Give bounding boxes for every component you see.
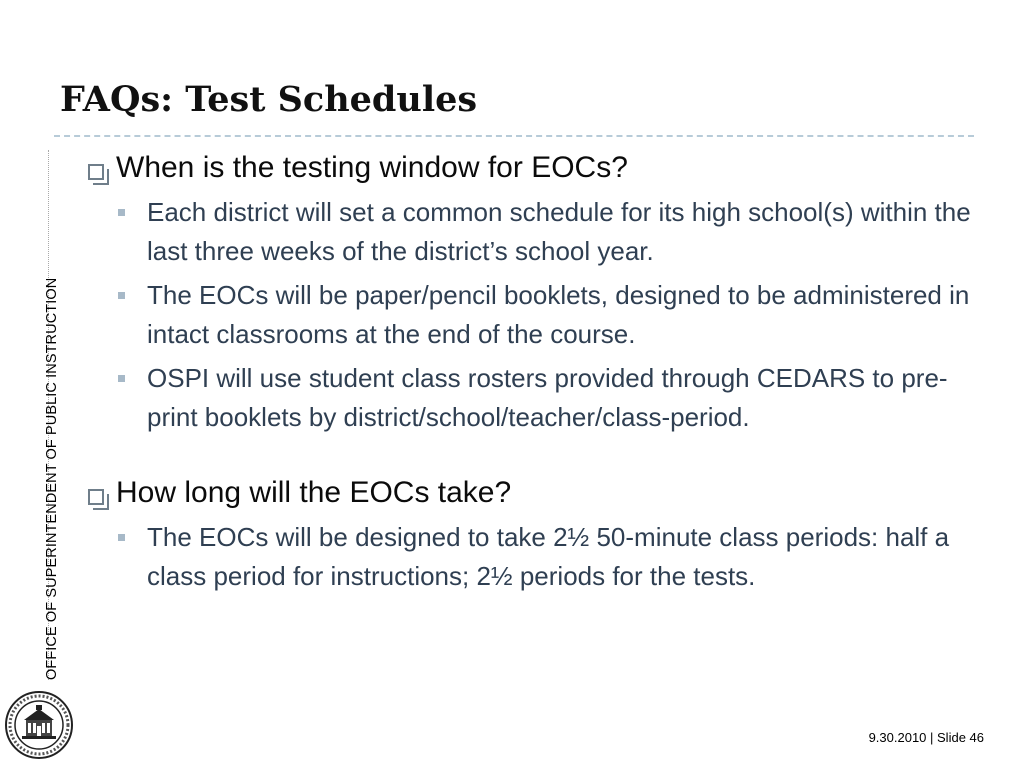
slide-footer: 9.30.2010 | Slide 46 [868,730,984,745]
answer-list [88,193,988,437]
small-square-bullet-icon [118,375,125,382]
square-bullet-icon [88,489,104,505]
ospi-seal-icon [4,690,74,760]
slide-title: FAQs: Test Schedules [60,79,478,120]
answer-text: OSPI will use student class rosters provided through CEDARS to pre-print booklets by district/school/teacher/class-period. [147,363,948,432]
section-spacer [88,437,988,473]
title-divider [54,135,974,137]
question-item [88,473,988,513]
faq-section-duration [88,473,988,596]
sidebar-organization-text: OFFICE OF SUPERINTENDENT OF PUBLIC INSTRUCTION [44,277,60,680]
question-item [88,148,988,188]
small-square-bullet-icon [118,209,125,216]
answer-list [88,518,988,596]
slide-content [88,148,988,596]
answer-text: The EOCs will be paper/pencil booklets, designed to be administered in intact classrooms at the end of the course. [147,280,970,349]
answer-item [118,359,988,437]
answer-text: Each district will set a common schedule for its high school(s) within the last three weeks of the district’s school year. [147,197,971,266]
question-text: How long will the EOCs take? [116,476,512,509]
small-square-bullet-icon [118,292,125,299]
answer-item [118,193,988,271]
answer-text: The EOCs will be designed to take 2½ 50-minute class periods: half a class period for instructions; 2½ periods for the tests. [147,522,950,591]
answer-item [118,276,988,354]
small-square-bullet-icon [118,534,125,541]
square-bullet-icon [88,164,104,180]
faq-section-testing-window [88,148,988,437]
answer-item [118,518,988,596]
question-text: When is the testing window for EOCs? [116,151,628,184]
